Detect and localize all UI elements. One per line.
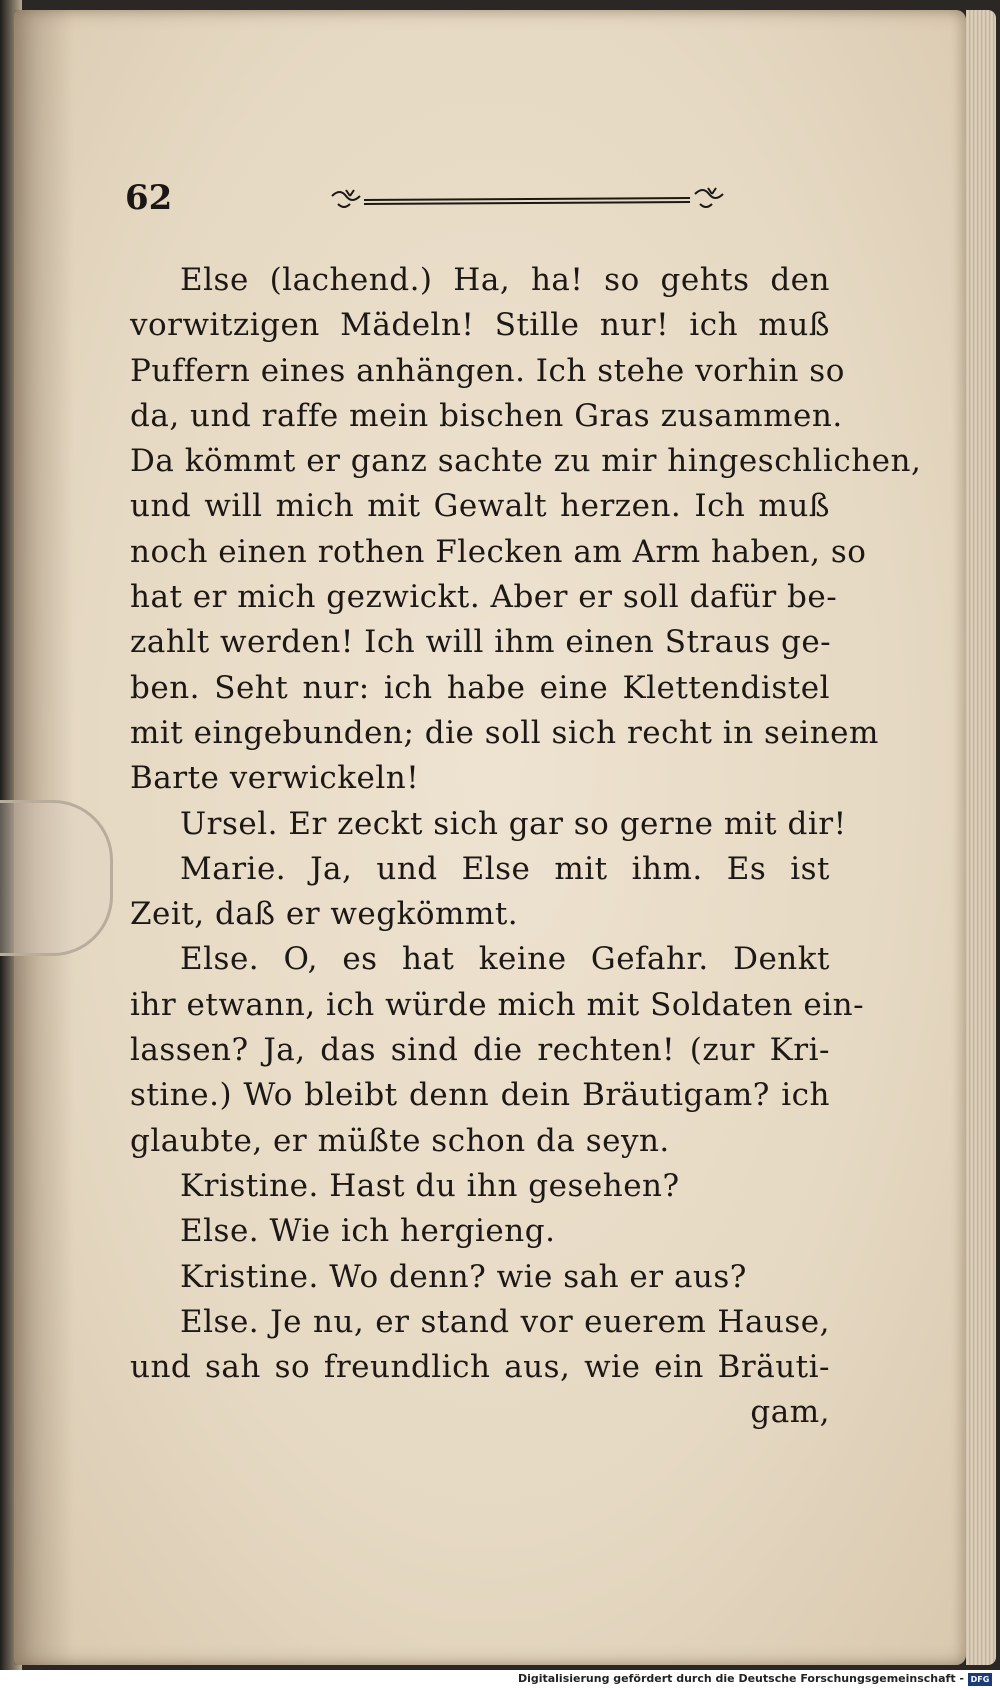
text-line: mit eingebunden; die soll sich recht in seinem xyxy=(130,714,879,751)
text-line: noch einen rothen Flecken am Arm haben, so xyxy=(130,533,867,570)
text-line: Kristine. Wo denn? wie sah er aus? xyxy=(180,1258,747,1295)
ornament-rule-icon xyxy=(330,186,725,214)
text-line: ihr etwann, ich würde mich mit Soldaten ein- xyxy=(130,986,865,1023)
text-line: Puffern eines anhängen. Ich stehe vorhin so xyxy=(130,352,845,389)
text-line: glaubte, er müßte schon da seyn. xyxy=(130,1122,670,1159)
page-stack-edge xyxy=(966,10,996,1665)
text-line: Else. Je nu, er stand vor euerem Hause, xyxy=(180,1303,830,1340)
text-line: Zeit, daß er wegkömmt. xyxy=(130,896,519,933)
text-line: vorwitzigen Mädeln! Stille nur! ich muß xyxy=(130,307,830,344)
text-line: hat er mich gezwickt. Aber er soll dafür be- xyxy=(130,579,838,616)
text-line: Barte verwickeln! xyxy=(130,760,420,797)
text-line: Kristine. Hast du ihn gesehen? xyxy=(180,1167,680,1204)
text-line: Da kömmt er ganz sachte zu mir hingeschlichen, xyxy=(130,443,922,480)
page-clip xyxy=(0,800,113,956)
text-line: Marie. Ja, und Else mit ihm. Es ist xyxy=(180,850,830,887)
text-line: lassen? Ja, das sind die rechten! (zur Kri- xyxy=(130,1032,830,1069)
text-line: Else. O, es hat keine Gefahr. Denkt xyxy=(180,941,830,978)
page-text xyxy=(130,258,922,1436)
page-header xyxy=(125,178,845,228)
text-line: Else. Wie ich hergieng. xyxy=(180,1213,556,1250)
catchword: gam, xyxy=(750,1394,830,1431)
text-line: zahlt werden! Ich will ihm einen Straus ge- xyxy=(130,624,832,661)
footer-bar xyxy=(0,1670,1000,1690)
text-line: und will mich mit Gewalt herzen. Ich muß xyxy=(130,488,830,525)
text-line: und sah so freundlich aus, wie ein Bräuti- xyxy=(130,1349,830,1386)
dfg-logo-icon: DFG xyxy=(968,1673,992,1686)
footer-credit: Digitalisierung gefördert durch die Deutsche Forschungsgemeinschaft - xyxy=(517,1672,964,1685)
text-line: da, und raffe mein bischen Gras zusammen. xyxy=(130,397,843,434)
text-line: Ursel. Er zeckt sich gar so gerne mit dir! xyxy=(180,805,847,842)
page-number: 62 xyxy=(125,178,173,218)
text-line: ben. Seht nur: ich habe eine Klettendistel xyxy=(130,669,830,706)
text-line: Else (lachend.) Ha, ha! so gehts den xyxy=(180,262,830,298)
text-line: stine.) Wo bleibt denn dein Bräutigam? ich xyxy=(130,1077,830,1114)
